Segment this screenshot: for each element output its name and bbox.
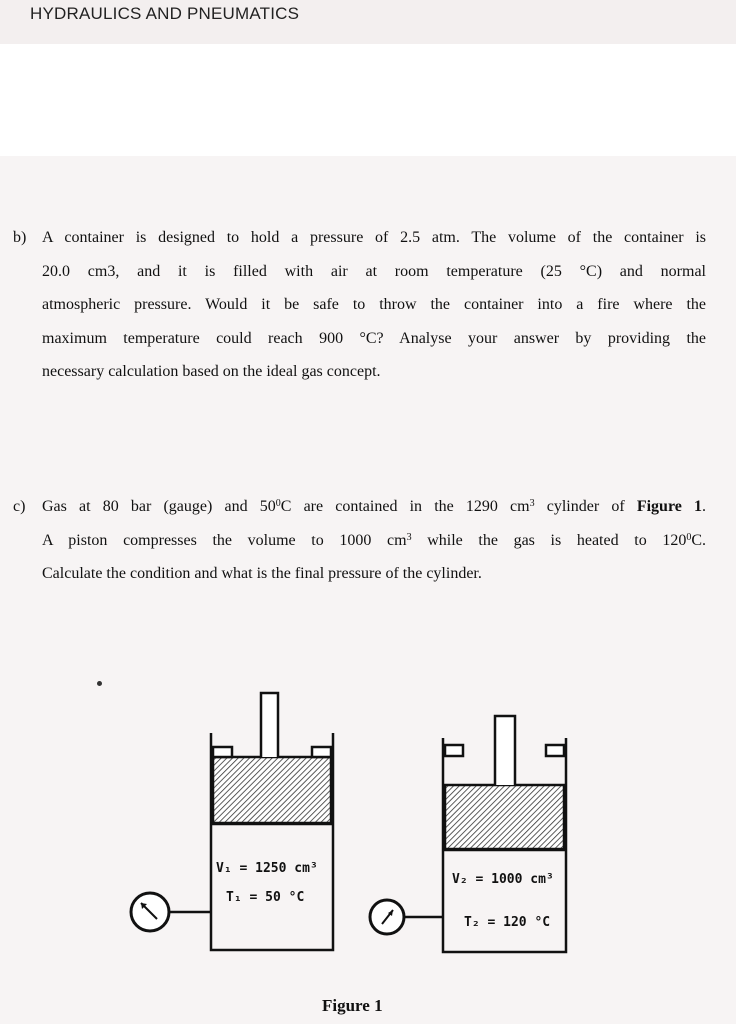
figure-caption: Figure 1: [322, 996, 383, 1015]
left-temperature-label: T₁ = 50 °C: [226, 890, 305, 905]
right-temperature-label: T₂ = 120 °C: [464, 915, 551, 930]
page-header: HYDRAULICS AND PNEUMATICS: [30, 4, 300, 23]
question-b-line: necessary calculation based on the ideal gas concept.: [42, 363, 381, 380]
question-b-line: A container is designed to hold a pressure of 2.5 atm. The volume of the container is: [42, 229, 706, 246]
right-piston: [445, 785, 564, 849]
question-b-label: b): [13, 229, 27, 246]
figure-reference: Figure 1: [636, 498, 703, 515]
question-c-line-1: Gas at 80 bar (gauge) and $50^0C$ are contained in the 1290 $cm^3$ cylinder of Figure 1.: [42, 498, 707, 515]
right-piston-rod: [495, 716, 515, 785]
question-c-line-3: Calculate the condition and what is the final pressure of the cylinder.: [42, 565, 482, 582]
left-volume-label: V₁ = 1250 cm³: [216, 861, 318, 876]
right-stop-left: [445, 745, 463, 756]
question-c-label: c): [13, 498, 26, 515]
left-piston-rod: [261, 693, 278, 757]
question-c-line-2: A piston compresses the volume to 1000 $cm^3$ while the gas is heated to $120^0C$.: [42, 531, 707, 549]
left-stop-left: [213, 747, 232, 757]
left-stop-right: [312, 747, 331, 757]
right-volume-label: V₂ = 1000 cm³: [452, 872, 554, 887]
left-piston: [213, 757, 331, 823]
left-cylinder: [131, 693, 333, 950]
question-b-line: atmospheric pressure. Would it be safe to throw the container into a fire where the: [42, 296, 706, 313]
question-b-line: maximum temperature could reach 900 °C? Analyse your answer by providing the: [42, 329, 706, 347]
question-b-line: 20.0 cm3, and it is filled with air at room temperature (25 °C) and normal: [42, 262, 706, 280]
right-stop-right: [546, 745, 564, 756]
